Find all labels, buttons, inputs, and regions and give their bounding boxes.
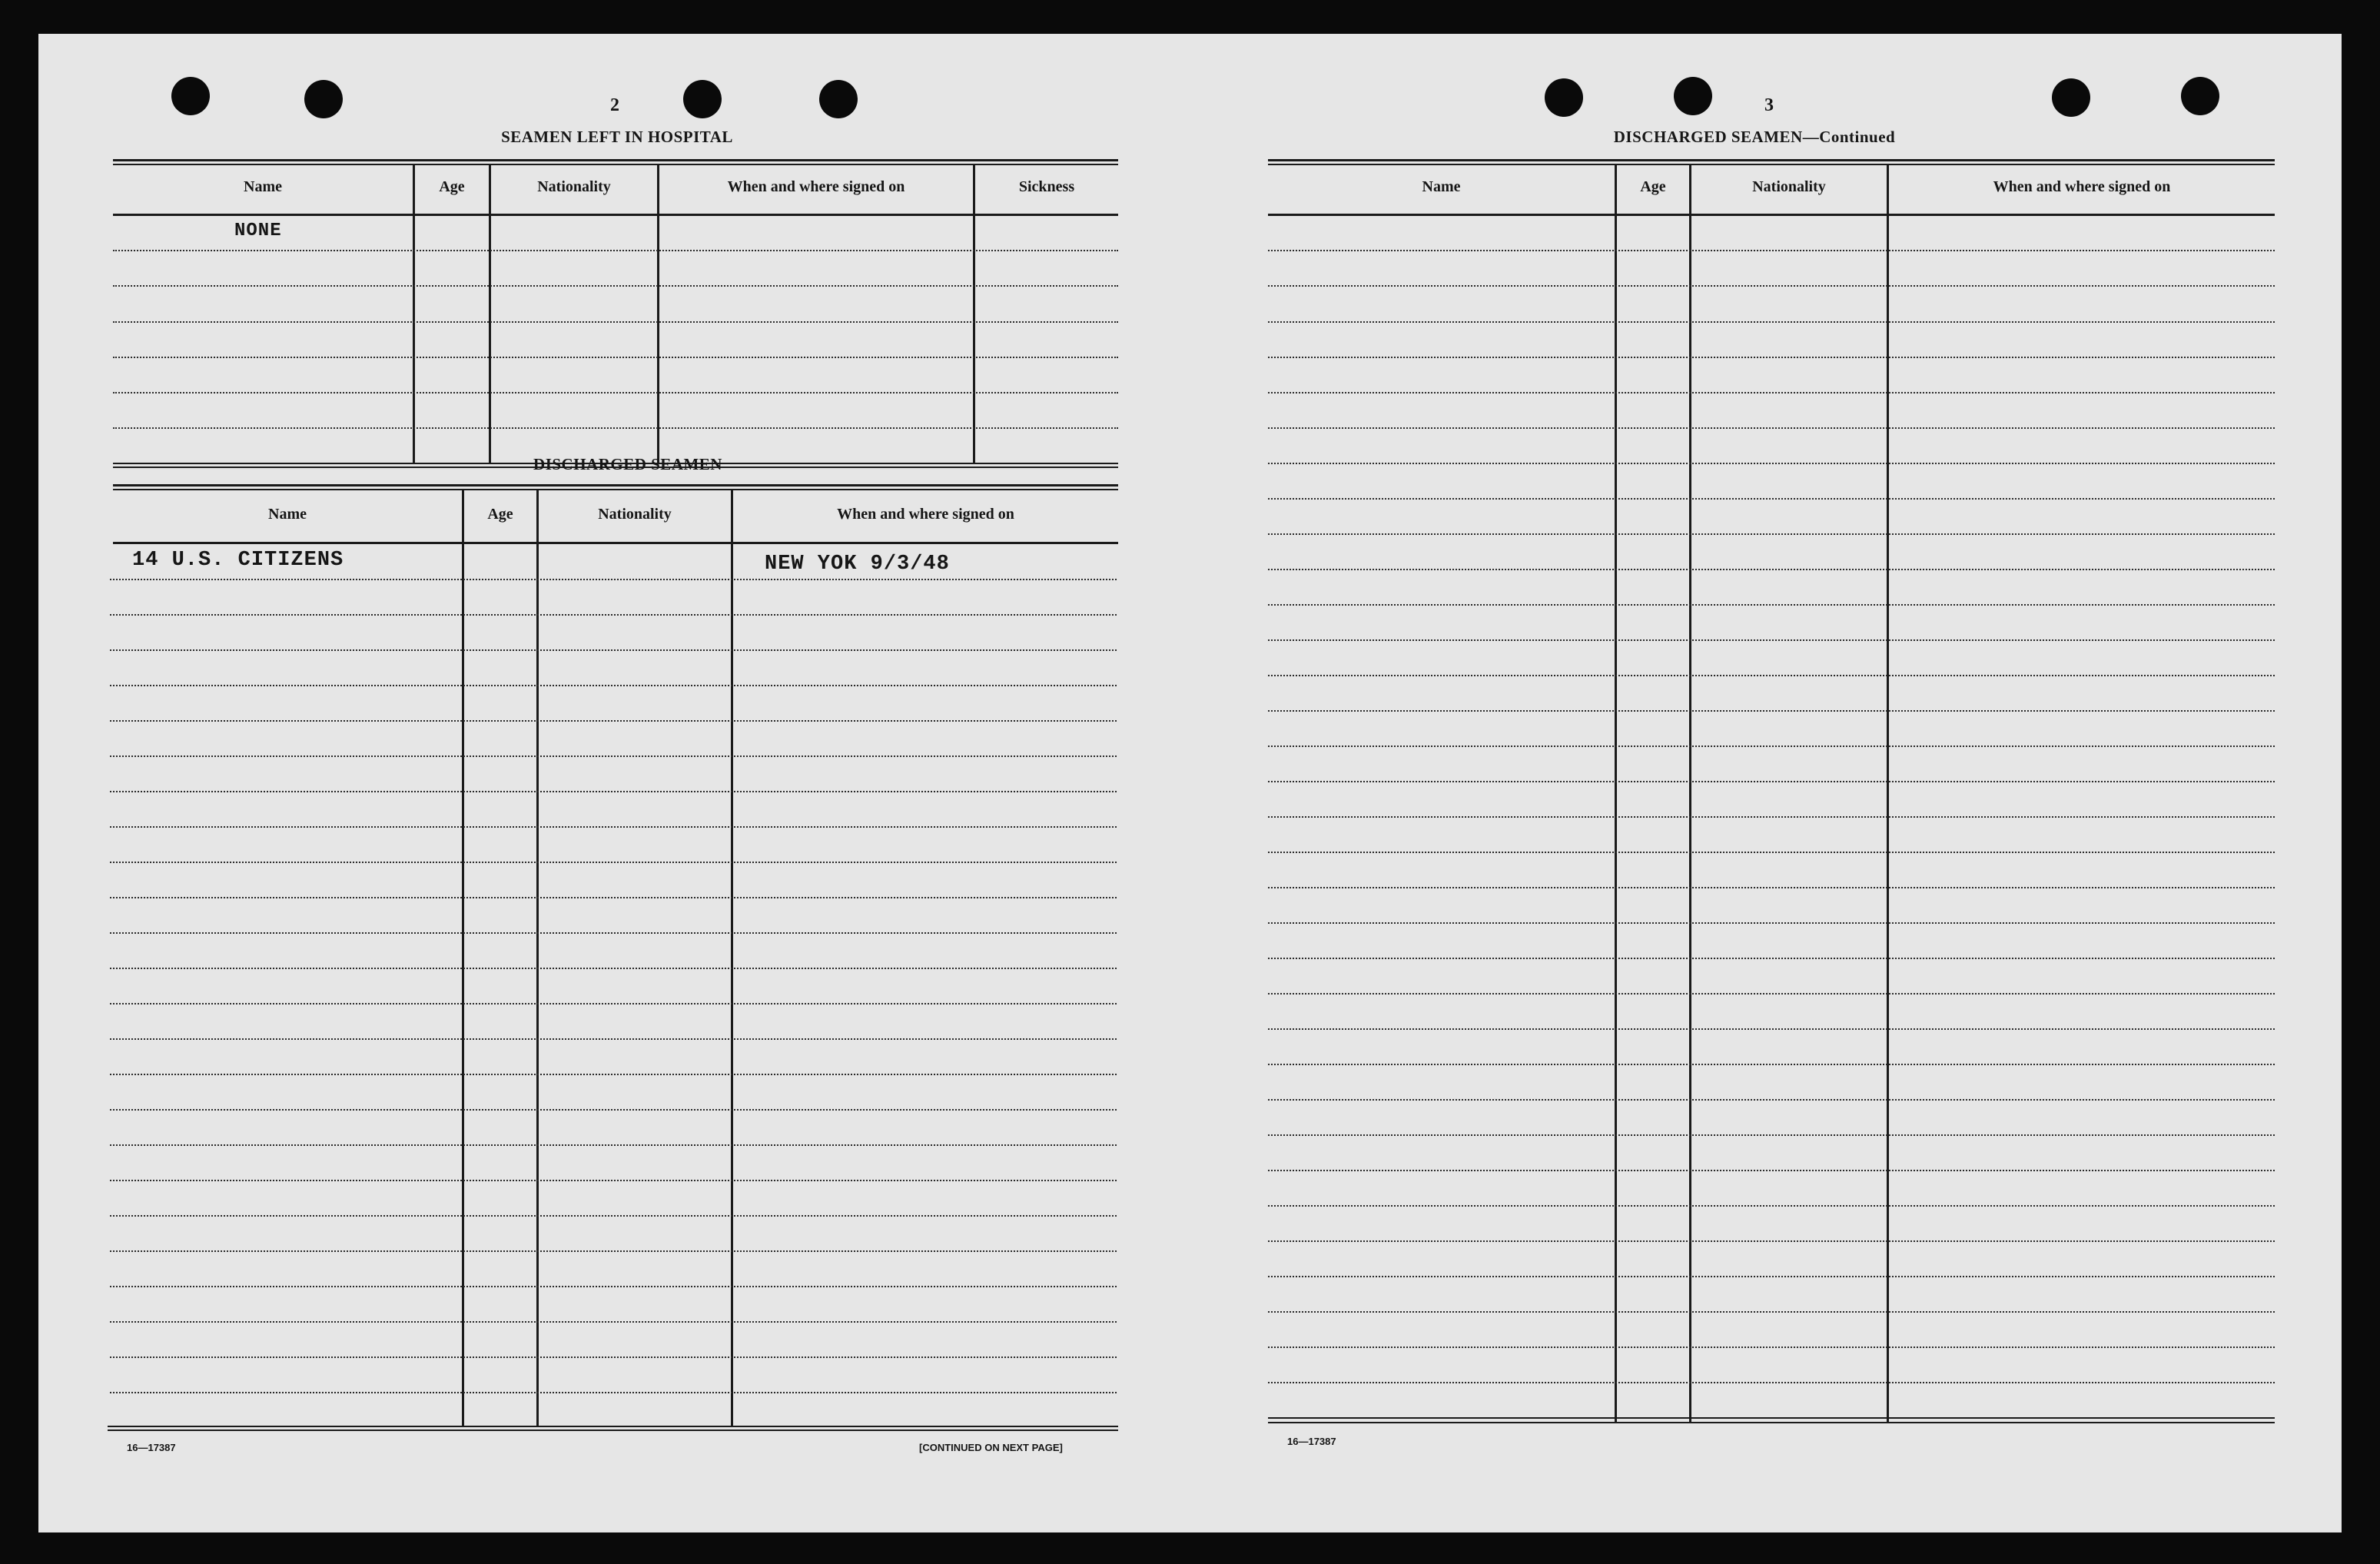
table-row: [1268, 357, 2275, 358]
table-row: [110, 720, 1117, 722]
table-row: [1268, 569, 2275, 570]
binder-hole-icon: [304, 80, 343, 118]
table-row: [1268, 498, 2275, 500]
table-row: [1268, 321, 2275, 323]
table-row: [110, 1321, 1117, 1323]
binder-hole-icon: [683, 80, 722, 118]
column-header-name: Name: [1422, 178, 1461, 195]
table-row: [113, 285, 1118, 287]
table-row: [1268, 285, 2275, 287]
table-row: [110, 614, 1117, 616]
table-row: [110, 1038, 1117, 1040]
table-row: [110, 755, 1117, 757]
table-row: [113, 427, 1118, 429]
table-row: [1268, 1205, 2275, 1207]
table-row: [1268, 922, 2275, 924]
table-row: [110, 1250, 1117, 1252]
table-row: [1268, 816, 2275, 818]
table-row: [1268, 710, 2275, 712]
column-header-name: Name: [244, 178, 282, 195]
table-row: [110, 1286, 1117, 1287]
table-row: [110, 897, 1117, 898]
column-header-signed-on: When and where signed on: [1993, 178, 2171, 195]
table-row: [110, 826, 1117, 828]
page-number: 2: [610, 95, 619, 115]
form-number: 16—17387: [1287, 1436, 1336, 1447]
table-row: [113, 321, 1118, 323]
table-row: [110, 1144, 1117, 1146]
discharged-section-title: DISCHARGED SEAMEN: [533, 455, 722, 473]
table-row: [110, 649, 1117, 651]
table-row: [110, 968, 1117, 969]
table-row: [1268, 1028, 2275, 1030]
continued-note: [CONTINUED ON NEXT PAGE]: [919, 1442, 1063, 1453]
column-header-nationality: Nationality: [537, 178, 611, 195]
hospital-entry-name: NONE: [234, 221, 282, 241]
column-header-signed-on: When and where signed on: [727, 178, 905, 195]
table-row: [113, 250, 1118, 251]
table-row: [1268, 1311, 2275, 1313]
binder-hole-icon: [2052, 78, 2090, 117]
column-header-sickness: Sickness: [1018, 178, 1075, 195]
table-row: [1268, 1170, 2275, 1171]
table-row: [1268, 463, 2275, 464]
binder-hole-icon: [819, 80, 858, 118]
table-row: [110, 862, 1117, 863]
binder-hole-icon: [2181, 77, 2219, 115]
column-header-nationality: Nationality: [598, 506, 672, 523]
document-sheet: [38, 34, 2342, 1532]
table-row: [110, 1180, 1117, 1181]
hospital-section-title: SEAMEN LEFT IN HOSPITAL: [501, 128, 733, 146]
discharged-continued-title: DISCHARGED SEAMEN—Continued: [1613, 128, 1896, 146]
table-row: [1268, 993, 2275, 995]
table-row: [110, 1215, 1117, 1217]
table-row: [1268, 1276, 2275, 1277]
binder-hole-icon: [1545, 78, 1583, 117]
table-row: [1268, 781, 2275, 782]
table-row: [1268, 533, 2275, 535]
table-row: [1268, 1382, 2275, 1383]
table-row: [1268, 1099, 2275, 1101]
table-row: [110, 932, 1117, 934]
table-row: [1268, 639, 2275, 641]
table-row: [1268, 1240, 2275, 1242]
table-row: [1268, 392, 2275, 393]
column-header-signed-on: When and where signed on: [837, 506, 1014, 523]
discharged-entry-signed-on: NEW YOK 9/3/48: [765, 553, 950, 576]
table-row: [1268, 852, 2275, 853]
table-row: [113, 392, 1118, 393]
table-row: [110, 1392, 1117, 1393]
table-row: [110, 579, 1117, 580]
discharged-entry-name: 14 U.S. CITIZENS: [132, 549, 344, 572]
form-number: 16—17387: [127, 1442, 176, 1453]
table-row: [1268, 1347, 2275, 1348]
table-row: [110, 685, 1117, 686]
table-row: [1268, 958, 2275, 959]
table-row: [1268, 1064, 2275, 1065]
table-row: [1268, 250, 2275, 251]
column-header-age: Age: [439, 178, 465, 195]
table-row: [113, 357, 1118, 358]
table-row: [1268, 604, 2275, 606]
table-row: [110, 791, 1117, 792]
table-row: [110, 1003, 1117, 1004]
page-number: 3: [1764, 95, 1774, 115]
table-row: [110, 1356, 1117, 1358]
column-header-name: Name: [268, 506, 307, 523]
table-row: [1268, 1134, 2275, 1136]
table-row: [1268, 745, 2275, 747]
binder-hole-icon: [1674, 77, 1712, 115]
table-row: [110, 1109, 1117, 1111]
column-header-nationality: Nationality: [1752, 178, 1826, 195]
table-row: [110, 1074, 1117, 1075]
table-row: [1268, 675, 2275, 676]
column-header-age: Age: [1640, 178, 1666, 195]
table-row: [1268, 887, 2275, 888]
column-header-age: Age: [487, 506, 513, 523]
table-row: [1268, 427, 2275, 429]
binder-hole-icon: [171, 77, 210, 115]
